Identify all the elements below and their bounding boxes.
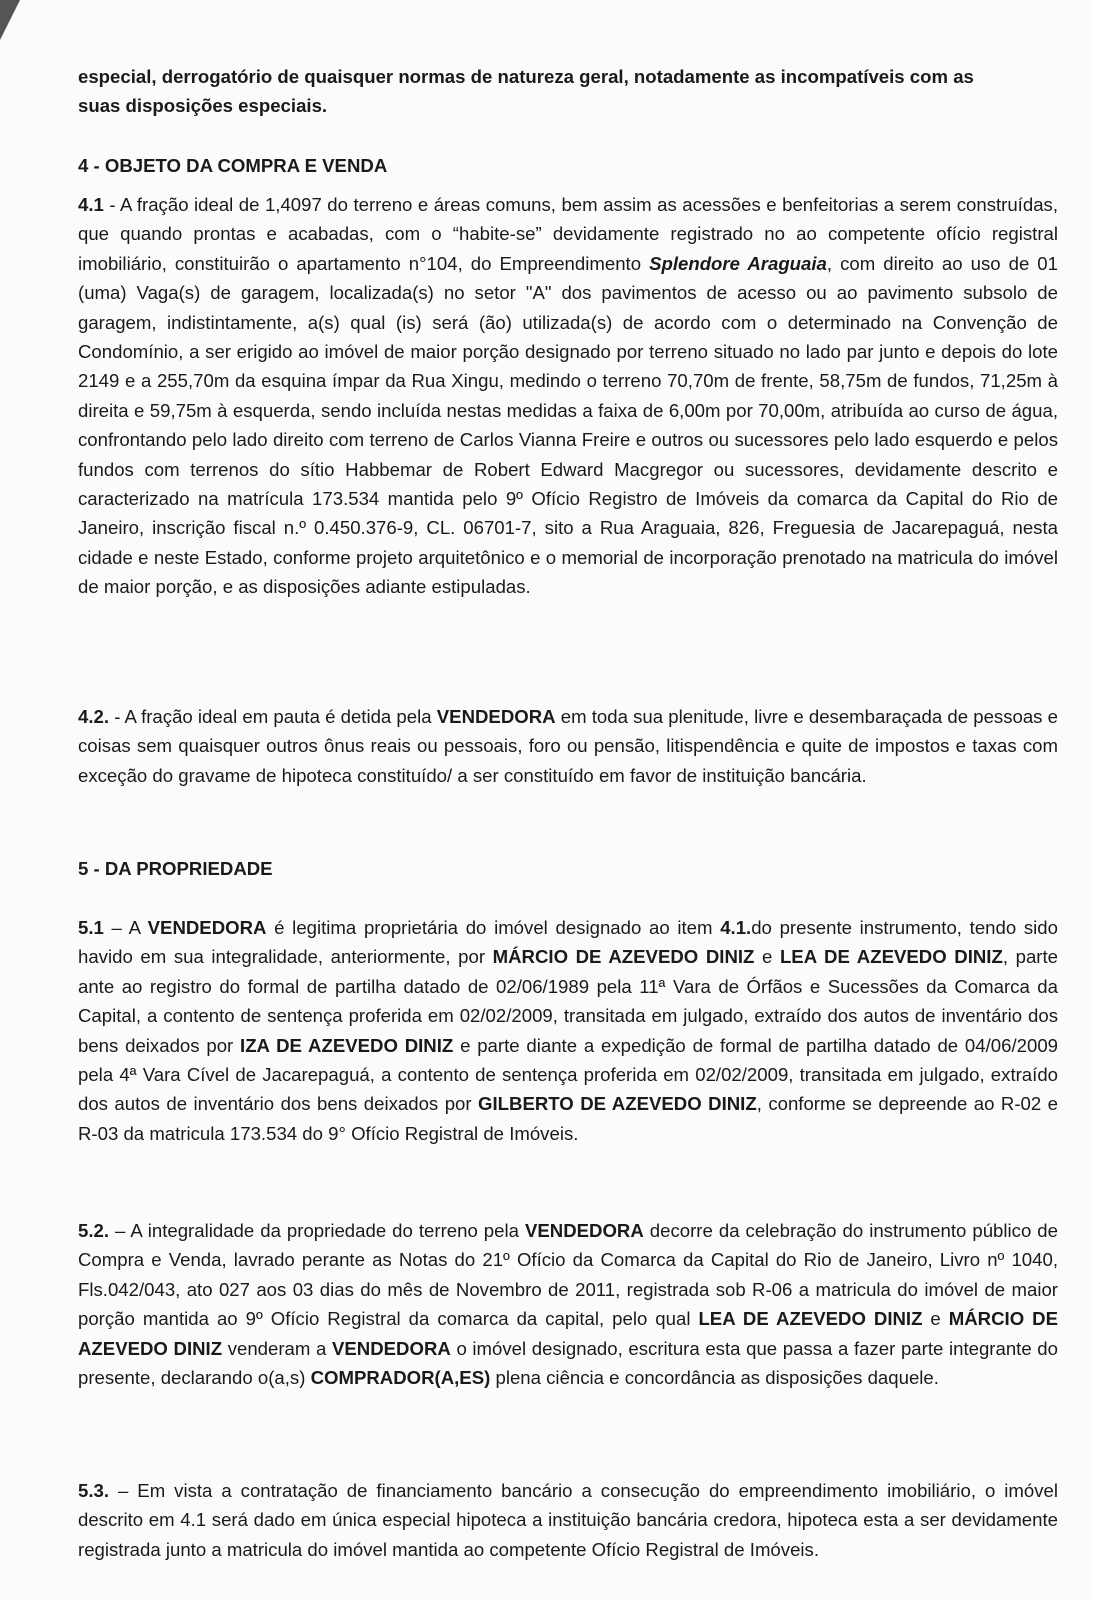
clause-5-1-text-a: – A — [103, 917, 148, 938]
clause-5-1-bold-b: 4.1. — [720, 917, 752, 938]
clause-5-1-bold-f: GILBERTO DE AZEVEDO DINIZ — [478, 1093, 757, 1115]
scan-corner-mark — [0, 0, 20, 40]
clause-5-3-number: 5.3. — [78, 1480, 110, 1501]
clause-5-2-bold-c: MÁRCIO DE AZEVEDO DINIZ — [78, 1308, 1058, 1359]
clause-4-1-text-b: , com direito ao uso de 01 (uma) Vaga(s) de garagem, localizada(s) no setor "A" dos pavimentos de acesso ou ao pavimento subsolo de garagem, indistintamente, a(s) qual (is) será (ão) utilizada(s) de acordo com o determinado na Convenção de Condomínio, a ser erigido ao imóvel de maior porção designado por terreno situado no lado par junto e depois do lote 2149 e a 255,70m da esquina ímpar da Rua Xingu, medindo o terreno 70,70m de frente, 58,75m de fundos, 71,25m à direita e 59,75m à esquerda, sendo incluída nestas medidas a faixa de 6,00m por 70,00m, atribuída ao curso de água, confrontando pelo lado direito com terreno de Carlos Vianna Freire e outros ou sucessores pelo lado esquerdo e pelos fundos com terrenos do sítio Habbemar de Robert Edward Macgregor ou sucessores, devidamente descrito e caracterizado na matrícula 173.534 mantida pelo 9º Ofício Registro de Imóveis da comarca da Capital do Rio de Janeiro, inscrição fiscal n.º 0.450.376-9, CL. 06701-7, sito a Rua Araguaia, 826, Freguesia de Jacarepaguá, nesta cidade e neste Estado, conforme projeto arquitetônico e o memorial de incorporação prenotado na matricula do imóvel de maior porção, e as disposições adiante estipuladas. — [78, 252, 1058, 598]
clause-5-1-text-f: e parte diante a expedição de formal de partilha datado de 04/06/2009 pela 4ª Vara Cível de Jacarepaguá, a contento de sentença proferida em 02/02/2009, transitada em julgado, extraído dos autos de inventário dos bens deixados por — [78, 1034, 1058, 1115]
intro-line-2: suas disposições especiais. — [78, 95, 328, 117]
clause-4-2 — [78, 702, 1058, 790]
clause-5-3 — [78, 1476, 1058, 1564]
clause-4-1-text-a: - A fração ideal de 1,4097 do terreno e áreas comuns, bem assim as acessões e benfeitorias a serem construídas, que quando prontas e acabadas, com o “habite-se” devidamente registrado no ao competente ofício registral imobiliário, constituirão o apartamento n°104, do Empreendimento — [78, 194, 1058, 274]
clause-5-1-number: 5.1 — [78, 917, 104, 938]
project-name: Splendore Araguaia — [649, 252, 827, 274]
clause-5-1-text-b: é legitima proprietária do imóvel designado ao item — [266, 917, 721, 938]
clause-5-2-text-b: decorre da celebração do instrumento público de Compra e Venda, lavrado perante as Notas do 21º Ofício da Comarca da Capital do Rio de Janeiro, Livro nº 1040, Fls.042/043, ato 027 aos 03 dias do mês de Novembro de 2011, registrada sob R-06 a matricula do imóvel de maior porção mantida ao 9º Ofício Registral da comarca da capital, pelo qual — [78, 1220, 1058, 1330]
clause-5-1-text-c: do presente instrumento, tendo sido havido em sua integralidade, anteriormente, por — [78, 917, 1058, 968]
clause-4-1 — [78, 190, 1058, 602]
clause-5-1-bold-d: LEA DE AZEVEDO DINIZ — [779, 946, 1003, 968]
intro-line-1: especial, derrogatório de quaisquer normas de natureza geral, notadamente as incompatíveis com as — [78, 66, 974, 87]
intro-paragraph — [78, 62, 1058, 121]
clause-5-2-text-e: o imóvel designado, escritura esta que passa a fazer parte integrante do presente, declarando o(a,s) — [78, 1337, 1058, 1389]
clause-5-3-text-a: – Em vista a contratação de financiamento bancário a consecução do empreendimento imobiliário, o imóvel descrito em 4.1 será dado em única especial hipoteca a instituição bancária credora, hipoteca esta a ser devidamente registrada junto a matricula do imóvel mantida ao competente Ofício Registral de Imóveis. — [78, 1480, 1058, 1560]
section-4-heading: 4 - OBJETO DA COMPRA E VENDA — [78, 155, 388, 176]
clause-5-1-bold-c: MÁRCIO DE AZEVEDO DINIZ — [492, 946, 755, 968]
clause-5-2-text-a: – A integralidade da propriedade do terreno pela — [109, 1220, 525, 1241]
section-5-heading: 5 - DA PROPRIEDADE — [78, 858, 273, 879]
clause-5-1-text-e: , parte ante ao registro do formal de partilha datado de 02/06/1989 pela 11ª Vara de Órfãos e Sucessões da Comarca da Capital, a contento de sentença proferida em 02/02/2009, transitada em julgado, extraído dos autos de inventário dos bens deixados por — [78, 946, 1058, 1056]
clause-5-2-text-c: e — [922, 1308, 949, 1330]
clause-4-2-bold-a: VENDEDORA — [436, 706, 556, 727]
clause-4-2-text-a: - A fração ideal em pauta é detida pela — [109, 706, 437, 727]
clause-5-1-bold-e: IZA DE AZEVEDO DINIZ — [240, 1034, 454, 1056]
clause-5-1-text-g: , conforme se depreende ao R-02 e R-03 da matricula 173.534 do 9° Ofício Registral de Imóveis. — [78, 1093, 1058, 1144]
clause-5-1 — [78, 913, 1058, 1148]
clause-5-2-number: 5.2. — [78, 1220, 110, 1241]
clause-5-1-text-d: e — [754, 946, 780, 968]
clause-5-2-bold-b: LEA DE AZEVEDO DINIZ — [698, 1308, 923, 1330]
clause-4-2-text-b: em toda sua plenitude, livre e desembaraçada de pessoas e coisas sem quaisquer outros ônus reais ou pessoais, foro ou pensão, litispendência e quite de impostos e taxas com exceção do gravame de hipoteca constituído/ a ser constituído em favor de instituição bancária. — [78, 706, 1058, 786]
clause-5-2 — [78, 1216, 1058, 1392]
clause-5-2-text-d: venderam a — [222, 1337, 332, 1359]
clause-5-2-bold-d: VENDEDORA — [332, 1337, 451, 1359]
clause-5-2-bold-e: COMPRADOR(A,ES) — [310, 1367, 491, 1389]
clause-4-1-number: 4.1 — [78, 194, 104, 215]
clause-4-2-number: 4.2. — [78, 706, 110, 727]
clause-5-2-bold-a: VENDEDORA — [524, 1220, 644, 1241]
clause-5-2-text-f: plena ciência e concordância as disposições daquele. — [490, 1367, 939, 1389]
clause-5-1-bold-a: VENDEDORA — [147, 917, 267, 938]
